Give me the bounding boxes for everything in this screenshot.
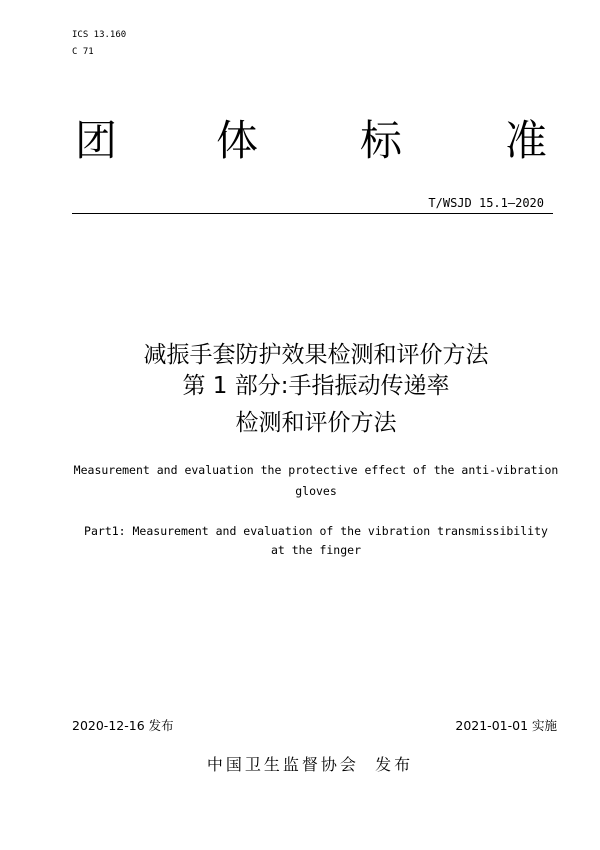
- publisher: 中国卫生监督协会 发布: [206, 755, 414, 774]
- issue-date: 2020-12-16 发布: [72, 718, 174, 733]
- title-en-line-1: Measurement and evaluation the protective effect of the anti-vibration: [73, 463, 559, 477]
- header-rule: [72, 213, 553, 214]
- title-char-1: 团: [75, 116, 118, 165]
- ccs-code: C 71: [72, 47, 94, 57]
- title-char-2: 体: [216, 116, 259, 165]
- title-en-line-2: gloves: [295, 484, 337, 498]
- title-en-part-line-2: at the finger: [270, 543, 361, 557]
- implementation-date: 2021-01-01 实施: [455, 718, 557, 733]
- title-cn-line-1: 减振手套防护效果检测和评价方法: [143, 342, 489, 368]
- title-cn-line-3: 检测和评价方法: [235, 410, 397, 436]
- title-en-part-line-1: Part1: Measurement and evaluation of the vibration transmissibility: [84, 524, 548, 538]
- standard-number: T/WSJD 15.1—2020: [428, 196, 544, 210]
- title-char-3: 标: [360, 116, 403, 165]
- title-cn-line-2: 第 1 部分:手指振动传递率: [182, 373, 450, 399]
- title-char-4: 准: [505, 116, 548, 165]
- ics-code: ICS 13.160: [72, 30, 127, 40]
